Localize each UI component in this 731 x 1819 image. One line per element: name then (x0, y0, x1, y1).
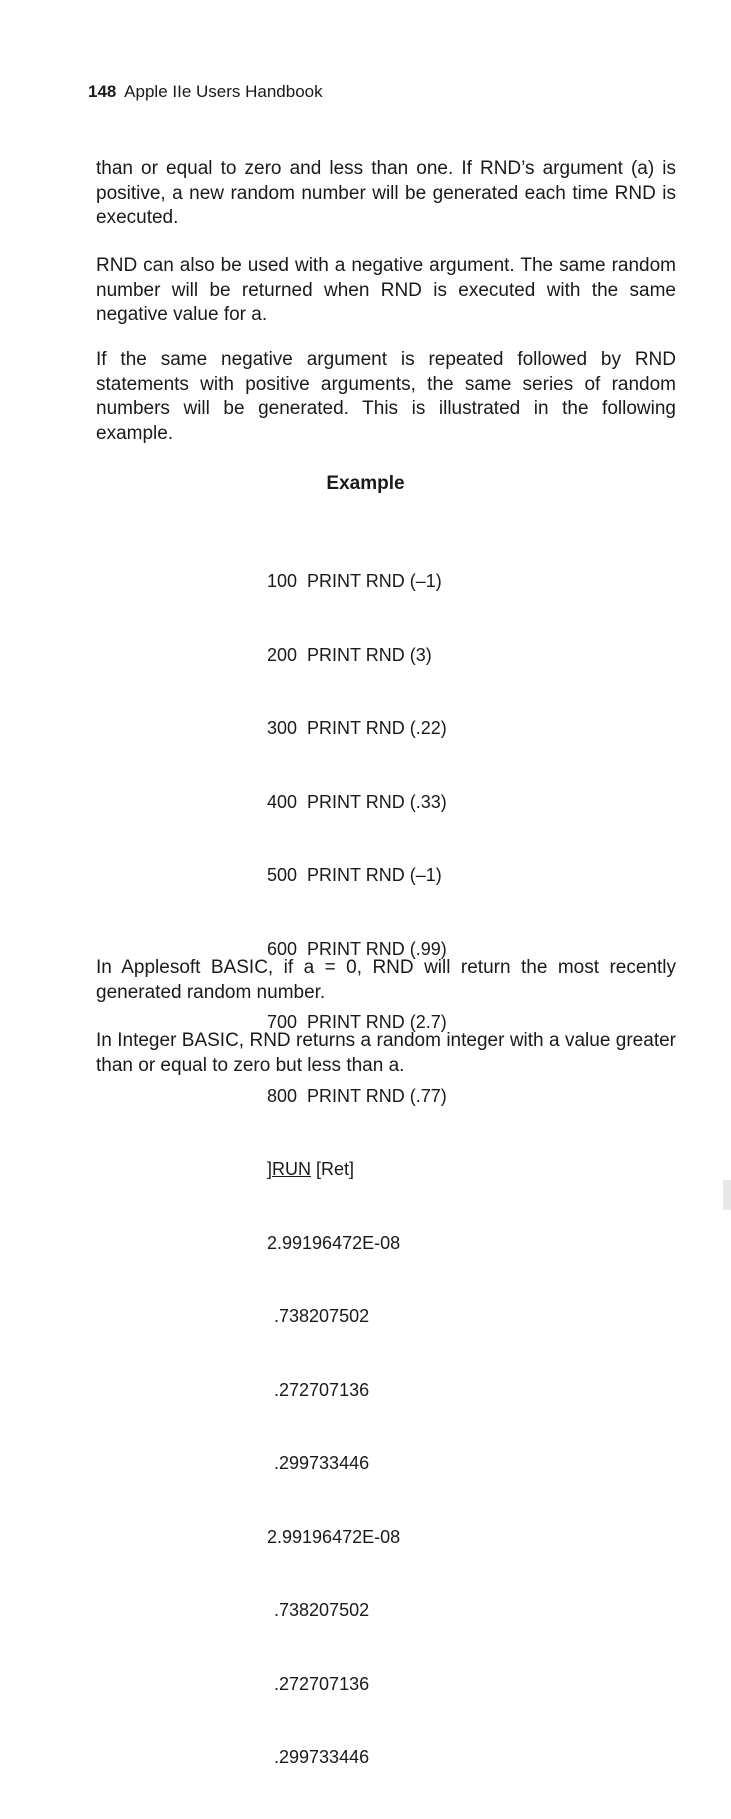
run-command: RUN (272, 1159, 312, 1179)
output-line: .272707136 (274, 1379, 370, 1400)
return-key: [Ret] (311, 1159, 355, 1179)
program-line: 600 PRINT RND (.99) (267, 938, 447, 959)
program-line: 400 PRINT RND (.33) (267, 791, 447, 812)
body-paragraph: than or equal to zero and less than one. If RND’s argument (a) is positive, a new random number will be generated each time RND is executed. (96, 158, 676, 228)
run-command-line (267, 1157, 447, 1182)
example-heading: Example (326, 473, 405, 494)
program-line: 100 PRINT RND (–1) (267, 571, 442, 591)
program-line: 800 PRINT RND (.77) (267, 1085, 447, 1106)
body-paragraph: In Integer BASIC, RND returns a random integer with a value greater than or equal to zero but less than a. (96, 1030, 676, 1076)
program-line: 300 PRINT RND (.22) (267, 718, 447, 738)
body-paragraph: If the same negative argument is repeated followed by RND statements with positive arguments, the same series of random numbers will be generated. This is illustrated in the following example. (96, 349, 676, 444)
run-prompt: ] (267, 1159, 273, 1179)
book-title: Apple IIe Users Handbook (124, 82, 323, 101)
program-line: 700 PRINT RND (2.7) (267, 1012, 447, 1032)
program-line: 200 PRINT RND (3) (267, 644, 432, 665)
output-line: .738207502 (274, 1600, 370, 1620)
page-number: 148 (88, 82, 117, 101)
body-paragraph: In Applesoft BASIC, if a = 0, RND will return the most recently generated random number. (96, 957, 676, 1003)
program-line: 500 PRINT RND (–1) (267, 865, 442, 885)
code-example (267, 520, 447, 1819)
output-line: .738207502 (274, 1306, 370, 1326)
output-line: .299733446 (274, 1747, 370, 1767)
scan-edge-shadow (723, 1180, 731, 1210)
output-line: .272707136 (274, 1673, 370, 1694)
output-line: 2.99196472E-08 (267, 1232, 401, 1253)
body-paragraph: RND can also be used with a negative argument. The same random number will be returned when RND is executed with the same negative value for a. (96, 255, 676, 325)
output-line: .299733446 (274, 1453, 370, 1473)
running-head (88, 82, 323, 102)
output-line: 2.99196472E-08 (267, 1526, 401, 1547)
